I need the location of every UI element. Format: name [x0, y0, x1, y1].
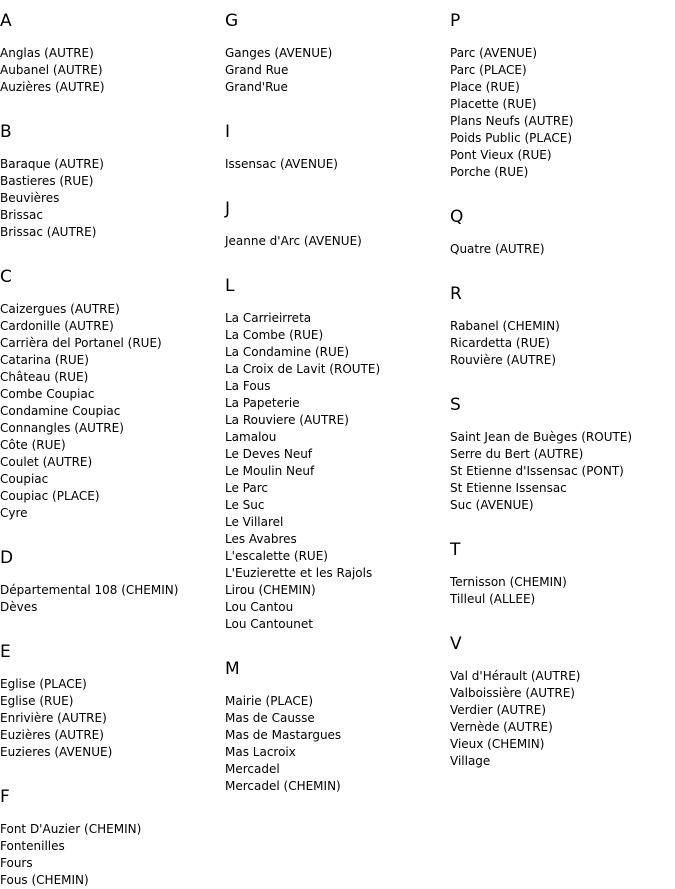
street-list-item: Fours: [0, 856, 33, 870]
street-list: [450, 668, 670, 770]
section-letter-heading: T: [450, 540, 461, 560]
street-list-item: Aubanel (AUTRE): [0, 63, 103, 77]
letter-section: [450, 11, 670, 181]
street-list-item: Mercadel (CHEMIN): [225, 779, 341, 793]
street-list-item: Château (RUE): [0, 370, 89, 384]
street-list: [0, 45, 220, 96]
street-list-item: Lirou (CHEMIN): [225, 583, 316, 597]
section-spacer: [225, 96, 445, 122]
street-list-item: Le Deves Neuf: [225, 447, 313, 461]
street-list-item: Départemental 108 (CHEMIN): [0, 583, 179, 597]
street-list-item: Jeanne d'Arc (AVENUE): [225, 234, 362, 248]
street-list: [450, 45, 670, 181]
street-list-item: Mairie (PLACE): [225, 694, 314, 708]
street-list-item: Lou Cantou: [225, 600, 294, 614]
index-column-3: [450, 11, 670, 770]
section-letter-heading: G: [225, 11, 239, 31]
section-letter-heading: R: [450, 284, 462, 304]
street-list-item: Le Suc: [225, 498, 265, 512]
street-list-item: Pont Vieux (RUE): [450, 148, 552, 162]
letter-section: [450, 395, 670, 514]
street-list-item: Ternisson (CHEMIN): [450, 575, 567, 589]
street-list-item: Placette (RUE): [450, 97, 537, 111]
letter-section: [450, 540, 670, 608]
section-spacer: [450, 258, 670, 284]
street-list: [0, 582, 220, 616]
street-list-item: Carrièra del Portanel (RUE): [0, 336, 162, 350]
section-spacer: [0, 761, 220, 787]
street-list-item: Vernède (AUTRE): [450, 720, 553, 734]
street-list-item: Brissac: [0, 208, 43, 222]
letter-section: [0, 122, 220, 241]
letter-section: [225, 276, 445, 633]
street-list-item: Auzières (AUTRE): [0, 80, 105, 94]
section-letter-heading: D: [0, 548, 14, 568]
section-letter-heading: M: [225, 659, 240, 679]
street-list: [450, 429, 670, 514]
section-letter-heading: F: [0, 787, 10, 807]
street-list-item: Tilleul (ALLEE): [450, 592, 536, 606]
street-list-item: Condamine Coupiac: [0, 404, 121, 418]
street-list-item: Beuvières: [0, 191, 60, 205]
section-spacer: [450, 181, 670, 207]
index-column-2: [225, 11, 445, 795]
section-letter-heading: A: [0, 11, 12, 31]
street-list-item: Brissac (AUTRE): [0, 225, 97, 239]
section-letter-heading: I: [225, 122, 231, 142]
street-list-item: Valboissière (AUTRE): [450, 686, 575, 700]
street-list-item: Plans Neufs (AUTRE): [450, 114, 574, 128]
letter-section: [225, 11, 445, 96]
letter-section: [225, 659, 445, 795]
street-list: [225, 156, 445, 173]
street-list-item: Bastieres (RUE): [0, 174, 94, 188]
street-list-item: La Combe (RUE): [225, 328, 324, 342]
street-list-item: Ricardetta (RUE): [450, 336, 550, 350]
index-column-1: [0, 11, 220, 889]
letter-section: [0, 787, 220, 889]
street-list-item: Lou Cantounet: [225, 617, 313, 631]
street-list: [225, 233, 445, 250]
section-letter-heading: Q: [450, 207, 464, 227]
street-list-item: Eglise (PLACE): [0, 677, 87, 691]
street-list-item: Le Villarel: [225, 515, 284, 529]
street-list-item: Font D'Auzier (CHEMIN): [0, 822, 142, 836]
street-list-item: Fous (CHEMIN): [0, 873, 89, 887]
section-spacer: [450, 514, 670, 540]
street-list-item: Mas de Causse: [225, 711, 315, 725]
street-list-item: Parc (PLACE): [450, 63, 527, 77]
street-list-item: Val d'Hérault (AUTRE): [450, 669, 581, 683]
section-spacer: [450, 369, 670, 395]
street-list: [0, 156, 220, 241]
street-list-item: Caizergues (AUTRE): [0, 302, 120, 316]
street-list-item: La Carrieirreta: [225, 311, 312, 325]
street-list-item: Euzières (AUTRE): [0, 728, 104, 742]
section-letter-heading: L: [225, 276, 235, 296]
street-list-item: St Etienne Issensac: [450, 481, 567, 495]
street-list-item: Verdier (AUTRE): [450, 703, 547, 717]
street-list-item: Quatre (AUTRE): [450, 242, 545, 256]
street-list: [0, 821, 220, 889]
section-spacer: [225, 633, 445, 659]
street-list: [450, 241, 670, 258]
letter-section: [225, 199, 445, 250]
letter-section: [0, 11, 220, 96]
street-list-item: La Papeterie: [225, 396, 300, 410]
section-spacer: [225, 250, 445, 276]
section-letter-heading: S: [450, 395, 461, 415]
section-letter-heading: E: [0, 642, 11, 662]
street-list-item: Catarina (RUE): [0, 353, 89, 367]
street-list-item: Place (RUE): [450, 80, 520, 94]
street-list-item: Les Avabres: [225, 532, 297, 546]
section-spacer: [0, 96, 220, 122]
street-list-item: Le Parc: [225, 481, 268, 495]
letter-section: [0, 548, 220, 616]
letter-section: [0, 267, 220, 522]
street-list-item: Cyre: [0, 506, 28, 520]
section-letter-heading: P: [450, 11, 461, 31]
section-spacer: [0, 522, 220, 548]
section-spacer: [0, 616, 220, 642]
street-list-item: Parc (AVENUE): [450, 46, 538, 60]
street-list: [0, 301, 220, 522]
street-list-item: L'Euzierette et les Rajols: [225, 566, 373, 580]
letter-section: [225, 122, 445, 173]
street-list-item: Dèves: [0, 600, 38, 614]
street-list-item: Fontenilles: [0, 839, 65, 853]
street-list: [225, 310, 445, 633]
section-spacer: [450, 608, 670, 634]
street-list-item: Porche (RUE): [450, 165, 529, 179]
section-spacer: [0, 241, 220, 267]
street-list-item: Coulet (AUTRE): [0, 455, 93, 469]
street-list-item: St Etienne d'Issensac (PONT): [450, 464, 624, 478]
letter-section: [450, 634, 670, 770]
street-list-item: Coupiac: [0, 472, 49, 486]
street-list-item: Combe Coupiac: [0, 387, 95, 401]
street-list-item: Poids Public (PLACE): [450, 131, 573, 145]
street-list-item: Enrivière (AUTRE): [0, 711, 107, 725]
street-list-item: Connangles (AUTRE): [0, 421, 124, 435]
street-list-item: La Croix de Lavit (ROUTE): [225, 362, 381, 376]
street-list-item: Euzieres (AVENUE): [0, 745, 113, 759]
street-list-item: Lamalou: [225, 430, 277, 444]
street-list-item: La Condamine (RUE): [225, 345, 350, 359]
street-list-item: Côte (RUE): [0, 438, 66, 452]
street-list-item: Grand Rue: [225, 63, 289, 77]
street-list-item: Baraque (AUTRE): [0, 157, 104, 171]
street-list-item: Rabanel (CHEMIN): [450, 319, 560, 333]
street-list: [450, 574, 670, 608]
street-list-item: Village: [450, 754, 491, 768]
street-list: [225, 45, 445, 96]
street-list-item: Issensac (AVENUE): [225, 157, 338, 171]
street-list-item: Suc (AVENUE): [450, 498, 534, 512]
street-list-item: La Rouviere (AUTRE): [225, 413, 349, 427]
street-list-item: Grand'Rue: [225, 80, 288, 94]
section-letter-heading: J: [225, 199, 231, 219]
street-list-item: Anglas (AUTRE): [0, 46, 94, 60]
street-list-item: Mercadel: [225, 762, 280, 776]
section-letter-heading: C: [0, 267, 12, 287]
street-list-item: La Fous: [225, 379, 271, 393]
section-spacer: [225, 173, 445, 199]
street-list-item: Coupiac (PLACE): [0, 489, 100, 503]
street-list-item: Rouvière (AUTRE): [450, 353, 557, 367]
street-list: [450, 318, 670, 369]
street-list-item: Vieux (CHEMIN): [450, 737, 545, 751]
street-list-item: Ganges (AVENUE): [225, 46, 333, 60]
street-list-item: Cardonille (AUTRE): [0, 319, 114, 333]
street-list-item: Eglise (RUE): [0, 694, 74, 708]
street-list-item: Mas Lacroix: [225, 745, 296, 759]
street-list-item: Saint Jean de Buèges (ROUTE): [450, 430, 633, 444]
letter-section: [450, 284, 670, 369]
letter-section: [0, 642, 220, 761]
section-letter-heading: V: [450, 634, 462, 654]
street-list: [0, 676, 220, 761]
letter-section: [450, 207, 670, 258]
street-list: [225, 693, 445, 795]
street-list-item: Le Moulin Neuf: [225, 464, 315, 478]
section-letter-heading: B: [0, 122, 12, 142]
street-list-item: Serre du Bert (AUTRE): [450, 447, 584, 461]
street-list-item: L'escalette (RUE): [225, 549, 328, 563]
street-list-item: Mas de Mastargues: [225, 728, 342, 742]
